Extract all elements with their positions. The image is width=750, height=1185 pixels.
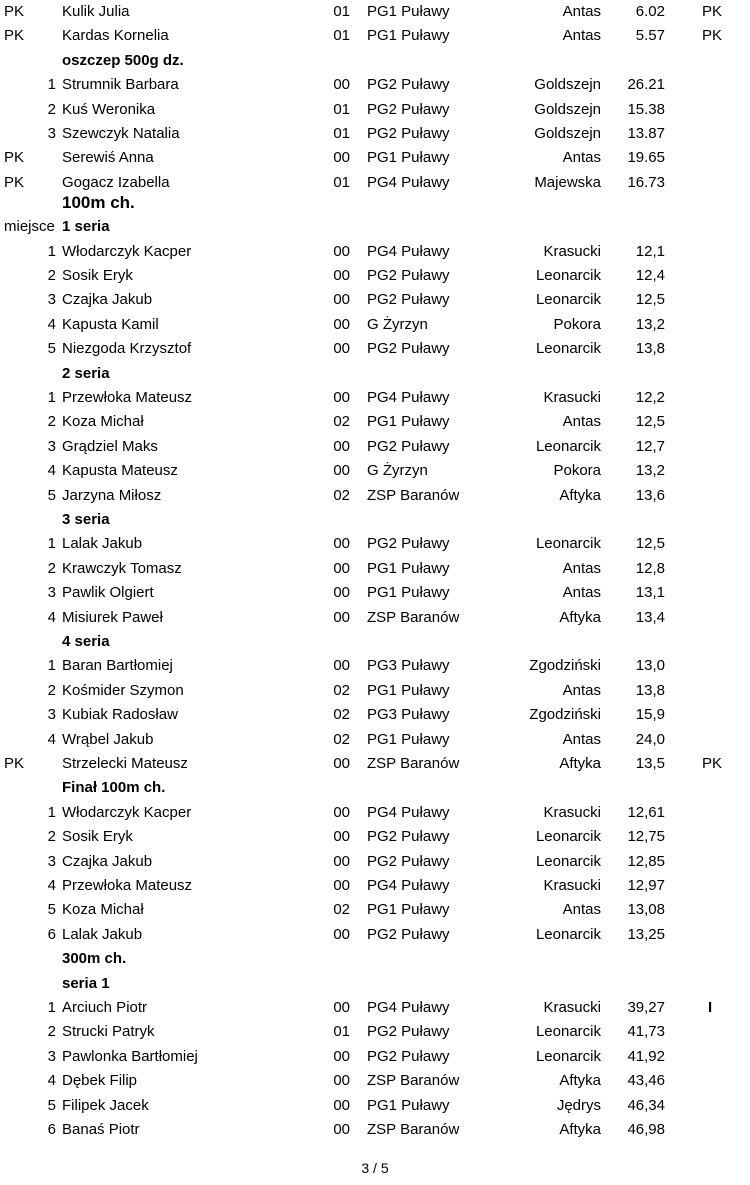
- year-cell: 02: [333, 413, 350, 431]
- year-cell: 00: [333, 291, 350, 309]
- name-cell: Kośmider Szymon: [62, 681, 184, 699]
- name-cell: Sosik Eryk: [62, 828, 133, 846]
- table-row: [0, 240, 750, 264]
- place-cell: 3: [47, 437, 56, 455]
- result-cell: 15,9: [635, 706, 665, 724]
- year-cell: 01: [333, 3, 350, 20]
- note-cell: PK: [702, 3, 723, 20]
- coach-cell: Leonarcik: [535, 925, 601, 943]
- section-title: 2 seria: [62, 364, 110, 382]
- section-header: [0, 972, 750, 996]
- result-cell: 13,0: [635, 657, 665, 675]
- name-cell: Strumnik Barbara: [62, 76, 179, 94]
- year-cell: 01: [333, 173, 350, 191]
- table-row: [0, 752, 750, 776]
- year-cell: 00: [333, 999, 350, 1016]
- result-cell: 13,2: [635, 462, 665, 480]
- result-cell: 12,2: [635, 389, 665, 406]
- school-cell: ZSP Baranów: [367, 1121, 460, 1138]
- table-row: [0, 654, 750, 678]
- place-cell: 6: [47, 1121, 56, 1138]
- school-cell: PG1 Puławy: [367, 413, 450, 431]
- name-cell: Kapusta Kamil: [62, 315, 159, 333]
- name-cell: Lalak Jakub: [62, 535, 143, 553]
- school-cell: PG3 Puławy: [367, 657, 450, 675]
- result-cell: 13,08: [627, 901, 665, 919]
- year-cell: 02: [333, 730, 350, 748]
- place-column-label: miejsce: [4, 218, 55, 236]
- section-title: 4 seria: [62, 633, 110, 650]
- place-cell: 1: [47, 999, 56, 1016]
- school-cell: PG4 Puławy: [367, 242, 450, 260]
- year-cell: 00: [333, 559, 350, 577]
- name-cell: Wrąbel Jakub: [62, 730, 154, 748]
- result-cell: 13,8: [635, 681, 665, 699]
- school-cell: PG4 Puławy: [367, 173, 450, 191]
- table-row: [0, 1020, 750, 1044]
- table-row: [0, 1045, 750, 1069]
- coach-cell: Aftyka: [559, 486, 601, 504]
- year-cell: 00: [333, 242, 350, 260]
- school-cell: PG2 Puławy: [367, 291, 450, 309]
- year-cell: 00: [333, 76, 350, 94]
- year-cell: 00: [333, 1096, 350, 1114]
- table-row: [0, 703, 750, 727]
- result-cell: 41,92: [627, 1047, 665, 1065]
- school-cell: PG2 Puławy: [367, 125, 450, 142]
- coach-cell: Pokora: [553, 462, 601, 480]
- table-row: [0, 606, 750, 630]
- school-cell: PG4 Puławy: [367, 803, 450, 821]
- school-cell: PG2 Puławy: [367, 1047, 450, 1065]
- table-row: [0, 557, 750, 581]
- year-cell: 00: [333, 462, 350, 480]
- coach-cell: Antas: [562, 681, 601, 699]
- school-cell: PG4 Puławy: [367, 389, 450, 406]
- year-cell: 00: [333, 755, 350, 772]
- year-cell: 00: [333, 149, 350, 167]
- place-cell: 1: [47, 657, 56, 675]
- year-cell: 02: [333, 681, 350, 699]
- school-cell: PG3 Puławy: [367, 706, 450, 724]
- place-cell: 3: [47, 706, 56, 724]
- school-cell: PG1 Puławy: [367, 1096, 450, 1114]
- coach-cell: Antas: [562, 413, 601, 431]
- year-cell: 00: [333, 852, 350, 870]
- table-row: [0, 98, 750, 122]
- place-cell: 3: [47, 852, 56, 870]
- place-cell: PK: [4, 755, 25, 772]
- place-cell: 4: [47, 462, 56, 480]
- section-title: 3 seria: [62, 511, 110, 528]
- school-cell: G Żyrzyn: [367, 462, 428, 480]
- coach-cell: Leonarcik: [535, 267, 601, 284]
- year-cell: 01: [333, 27, 350, 45]
- year-cell: 01: [333, 125, 350, 142]
- section-title: oszczep 500g dz.: [62, 51, 184, 69]
- year-cell: 00: [333, 1121, 350, 1138]
- name-cell: Sosik Eryk: [62, 267, 133, 284]
- result-cell: 6.02: [635, 3, 665, 20]
- year-cell: 02: [333, 706, 350, 724]
- table-row: [0, 0, 750, 24]
- section-header: [0, 215, 750, 239]
- coach-cell: Krasucki: [543, 999, 601, 1016]
- name-cell: Baran Bartłomiej: [62, 657, 173, 675]
- name-cell: Serewiś Anna: [62, 149, 154, 167]
- place-cell: PK: [4, 3, 25, 20]
- year-cell: 00: [333, 657, 350, 675]
- table-row: [0, 898, 750, 922]
- year-cell: 00: [333, 803, 350, 821]
- coach-cell: Majewska: [534, 173, 601, 191]
- table-row: [0, 581, 750, 605]
- place-cell: 6: [47, 925, 56, 943]
- school-cell: PG2 Puławy: [367, 535, 450, 553]
- coach-cell: Leonarcik: [535, 535, 601, 553]
- coach-cell: Aftyka: [559, 755, 601, 772]
- name-cell: Niezgoda Krzysztof: [62, 340, 192, 358]
- table-row: [0, 264, 750, 288]
- result-cell: 12,61: [627, 803, 665, 821]
- year-cell: 00: [333, 828, 350, 846]
- school-cell: PG1 Puławy: [367, 559, 450, 577]
- table-row: [0, 288, 750, 312]
- name-cell: Koza Michał: [62, 901, 144, 919]
- coach-cell: Aftyka: [559, 1072, 601, 1090]
- name-cell: Pawlonka Bartłomiej: [62, 1047, 198, 1065]
- school-cell: ZSP Baranów: [367, 755, 460, 772]
- section-header: [0, 49, 750, 73]
- name-cell: Jarzyna Miłosz: [62, 486, 162, 504]
- year-cell: 01: [333, 100, 350, 118]
- school-cell: PG2 Puławy: [367, 1023, 450, 1041]
- result-cell: 12,5: [635, 413, 665, 431]
- school-cell: PG2 Puławy: [367, 76, 450, 94]
- result-cell: 12,75: [627, 828, 665, 846]
- year-cell: 00: [333, 608, 350, 626]
- school-cell: ZSP Baranów: [367, 486, 460, 504]
- result-cell: 13,1: [635, 584, 665, 602]
- table-row: [0, 146, 750, 170]
- place-cell: 4: [47, 1072, 56, 1090]
- name-cell: Strucki Patryk: [62, 1023, 155, 1041]
- table-row: [0, 410, 750, 434]
- coach-cell: Antas: [562, 901, 601, 919]
- name-cell: Misiurek Paweł: [62, 608, 163, 626]
- year-cell: 00: [333, 584, 350, 602]
- place-cell: 2: [47, 559, 56, 577]
- year-cell: 01: [333, 1023, 350, 1041]
- school-cell: G Żyrzyn: [367, 315, 428, 333]
- place-cell: 4: [47, 315, 56, 333]
- name-cell: Kuś Weronika: [62, 100, 156, 118]
- coach-cell: Krasucki: [543, 242, 601, 260]
- name-cell: Filipek Jacek: [62, 1096, 149, 1114]
- coach-cell: Leonarcik: [535, 1023, 601, 1041]
- coach-cell: Goldszejn: [534, 76, 601, 94]
- school-cell: PG2 Puławy: [367, 828, 450, 846]
- name-cell: Strzelecki Mateusz: [62, 755, 188, 772]
- section-title: Finał 100m ch.: [62, 779, 166, 797]
- section-header: [0, 947, 750, 971]
- name-cell: Kubiak Radosław: [62, 706, 178, 724]
- section-title: 300m ch.: [62, 950, 127, 968]
- place-cell: 1: [47, 76, 56, 94]
- coach-cell: Antas: [562, 3, 601, 20]
- result-cell: 12,5: [635, 535, 665, 553]
- section-title: seria 1: [62, 974, 110, 992]
- school-cell: ZSP Baranów: [367, 1072, 460, 1090]
- result-cell: 5.57: [635, 27, 665, 45]
- name-cell: Krawczyk Tomasz: [62, 559, 182, 577]
- coach-cell: Goldszejn: [534, 100, 601, 118]
- school-cell: PG2 Puławy: [367, 437, 450, 455]
- coach-cell: Zgodziński: [529, 706, 601, 724]
- coach-cell: Antas: [562, 559, 601, 577]
- place-cell: 4: [47, 877, 56, 894]
- coach-cell: Aftyka: [559, 608, 601, 626]
- result-cell: 12,7: [635, 437, 665, 455]
- result-cell: 46,34: [627, 1096, 665, 1114]
- place-cell: 4: [47, 608, 56, 626]
- school-cell: PG1 Puławy: [367, 730, 450, 748]
- place-cell: 3: [47, 584, 56, 602]
- coach-cell: Krasucki: [543, 389, 601, 406]
- year-cell: 00: [333, 925, 350, 943]
- result-cell: 13,8: [635, 340, 665, 358]
- coach-cell: Leonarcik: [535, 1047, 601, 1065]
- school-cell: PG2 Puławy: [367, 925, 450, 943]
- name-cell: Kapusta Mateusz: [62, 462, 178, 480]
- place-cell: 2: [47, 100, 56, 118]
- year-cell: 00: [333, 535, 350, 553]
- place-cell: 2: [47, 413, 56, 431]
- note-cell: I: [708, 999, 713, 1016]
- school-cell: PG1 Puławy: [367, 27, 450, 45]
- school-cell: PG4 Puławy: [367, 999, 450, 1016]
- coach-cell: Goldszejn: [534, 125, 601, 142]
- table-row: [0, 532, 750, 556]
- name-cell: Kulik Julia: [62, 3, 130, 20]
- coach-cell: Pokora: [553, 315, 601, 333]
- school-cell: PG2 Puławy: [367, 100, 450, 118]
- table-row: [0, 923, 750, 947]
- school-cell: ZSP Baranów: [367, 608, 460, 626]
- table-row: [0, 337, 750, 361]
- school-cell: PG2 Puławy: [367, 852, 450, 870]
- result-cell: 46,98: [627, 1121, 665, 1138]
- name-cell: Włodarczyk Kacper: [62, 803, 192, 821]
- table-row: [0, 679, 750, 703]
- result-cell: 12,8: [635, 559, 665, 577]
- place-cell: 3: [47, 1047, 56, 1065]
- place-cell: 1: [47, 242, 56, 260]
- year-cell: 02: [333, 901, 350, 919]
- result-cell: 26.21: [627, 76, 665, 94]
- place-cell: 4: [47, 730, 56, 748]
- result-cell: 13.87: [627, 125, 665, 142]
- name-cell: Lalak Jakub: [62, 925, 143, 943]
- name-cell: Koza Michał: [62, 413, 144, 431]
- year-cell: 00: [333, 877, 350, 894]
- place-cell: 2: [47, 681, 56, 699]
- event-title: 100m ch.: [62, 193, 135, 213]
- place-cell: 1: [47, 535, 56, 553]
- coach-cell: Antas: [562, 27, 601, 45]
- place-cell: PK: [4, 27, 25, 45]
- table-row: [0, 728, 750, 752]
- result-cell: 12,97: [627, 877, 665, 894]
- year-cell: 00: [333, 437, 350, 455]
- name-cell: Szewczyk Natalia: [62, 125, 180, 142]
- year-cell: 00: [333, 1047, 350, 1065]
- place-cell: 2: [47, 828, 56, 846]
- section-header: [0, 508, 750, 532]
- school-cell: PG2 Puławy: [367, 267, 450, 284]
- table-row: [0, 874, 750, 898]
- result-cell: 12,85: [627, 852, 665, 870]
- name-cell: Przewłoka Mateusz: [62, 389, 193, 406]
- coach-cell: Antas: [562, 149, 601, 167]
- result-cell: 13,6: [635, 486, 665, 504]
- place-cell: 3: [47, 125, 56, 142]
- result-cell: 12,5: [635, 291, 665, 309]
- name-cell: Pawlik Olgiert: [62, 584, 154, 602]
- place-cell: 5: [47, 1096, 56, 1114]
- school-cell: PG4 Puławy: [367, 877, 450, 894]
- name-cell: Grądziel Maks: [62, 437, 158, 455]
- name-cell: Arciuch Piotr: [62, 999, 148, 1016]
- table-row: [0, 122, 750, 146]
- table-row: [0, 73, 750, 97]
- place-cell: 1: [47, 389, 56, 406]
- result-cell: 19.65: [627, 149, 665, 167]
- table-row: [0, 825, 750, 849]
- result-cell: 12,1: [635, 242, 665, 260]
- name-cell: Włodarczyk Kacper: [62, 242, 192, 260]
- table-row: [0, 996, 750, 1020]
- table-row: [0, 386, 750, 410]
- name-cell: Banaś Piotr: [62, 1121, 140, 1138]
- result-cell: 13,5: [635, 755, 665, 772]
- result-cell: 24,0: [635, 730, 665, 748]
- coach-cell: Leonarcik: [535, 291, 601, 309]
- table-row: [0, 1118, 750, 1142]
- coach-cell: Krasucki: [543, 877, 601, 894]
- name-cell: Czajka Jakub: [62, 852, 153, 870]
- coach-cell: Leonarcik: [535, 340, 601, 358]
- note-cell: PK: [702, 27, 723, 45]
- year-cell: 02: [333, 486, 350, 504]
- place-cell: 3: [47, 291, 56, 309]
- result-cell: 13,25: [627, 925, 665, 943]
- name-cell: Dębek Filip: [62, 1072, 138, 1090]
- school-cell: PG1 Puławy: [367, 901, 450, 919]
- section-header: [0, 191, 750, 215]
- result-cell: 15.38: [627, 100, 665, 118]
- school-cell: PG1 Puławy: [367, 3, 450, 20]
- place-cell: PK: [4, 173, 25, 191]
- place-cell: 2: [47, 1023, 56, 1041]
- coach-cell: Krasucki: [543, 803, 601, 821]
- year-cell: 00: [333, 1072, 350, 1090]
- result-cell: 13,2: [635, 315, 665, 333]
- name-cell: Czajka Jakub: [62, 291, 153, 309]
- section-header: [0, 362, 750, 386]
- year-cell: 00: [333, 315, 350, 333]
- table-row: [0, 801, 750, 825]
- page-number: 3 / 5: [361, 1160, 389, 1176]
- year-cell: 00: [333, 267, 350, 284]
- section-header: [0, 630, 750, 654]
- table-row: [0, 1094, 750, 1118]
- coach-cell: Zgodziński: [529, 657, 601, 675]
- table-row: [0, 484, 750, 508]
- coach-cell: Antas: [562, 730, 601, 748]
- school-cell: PG1 Puławy: [367, 681, 450, 699]
- place-cell: 5: [47, 901, 56, 919]
- table-row: [0, 435, 750, 459]
- coach-cell: Jędrys: [556, 1096, 601, 1114]
- school-cell: PG1 Puławy: [367, 149, 450, 167]
- coach-cell: Leonarcik: [535, 437, 601, 455]
- note-cell: PK: [702, 755, 723, 772]
- result-cell: 39,27: [627, 999, 665, 1016]
- school-cell: PG1 Puławy: [367, 584, 450, 602]
- table-row: [0, 313, 750, 337]
- table-row: [0, 1069, 750, 1093]
- table-row: [0, 24, 750, 48]
- section-title: 1 seria: [62, 218, 110, 236]
- result-cell: 16.73: [627, 173, 665, 191]
- result-cell: 13,4: [635, 608, 665, 626]
- place-cell: 1: [47, 803, 56, 821]
- coach-cell: Antas: [562, 584, 601, 602]
- coach-cell: Leonarcik: [535, 852, 601, 870]
- result-cell: 12,4: [635, 267, 665, 284]
- name-cell: Gogacz Izabella: [62, 173, 170, 191]
- table-row: [0, 459, 750, 483]
- place-cell: 5: [47, 340, 56, 358]
- result-cell: 43,46: [627, 1072, 665, 1090]
- coach-cell: Aftyka: [559, 1121, 601, 1138]
- year-cell: 00: [333, 389, 350, 406]
- place-cell: 2: [47, 267, 56, 284]
- place-cell: PK: [4, 149, 25, 167]
- name-cell: Przewłoka Mateusz: [62, 877, 193, 894]
- place-cell: 5: [47, 486, 56, 504]
- table-row: [0, 850, 750, 874]
- result-cell: 41,73: [627, 1023, 665, 1041]
- school-cell: PG2 Puławy: [367, 340, 450, 358]
- name-cell: Kardas Kornelia: [62, 27, 169, 45]
- coach-cell: Leonarcik: [535, 828, 601, 846]
- section-header: [0, 776, 750, 800]
- year-cell: 00: [333, 340, 350, 358]
